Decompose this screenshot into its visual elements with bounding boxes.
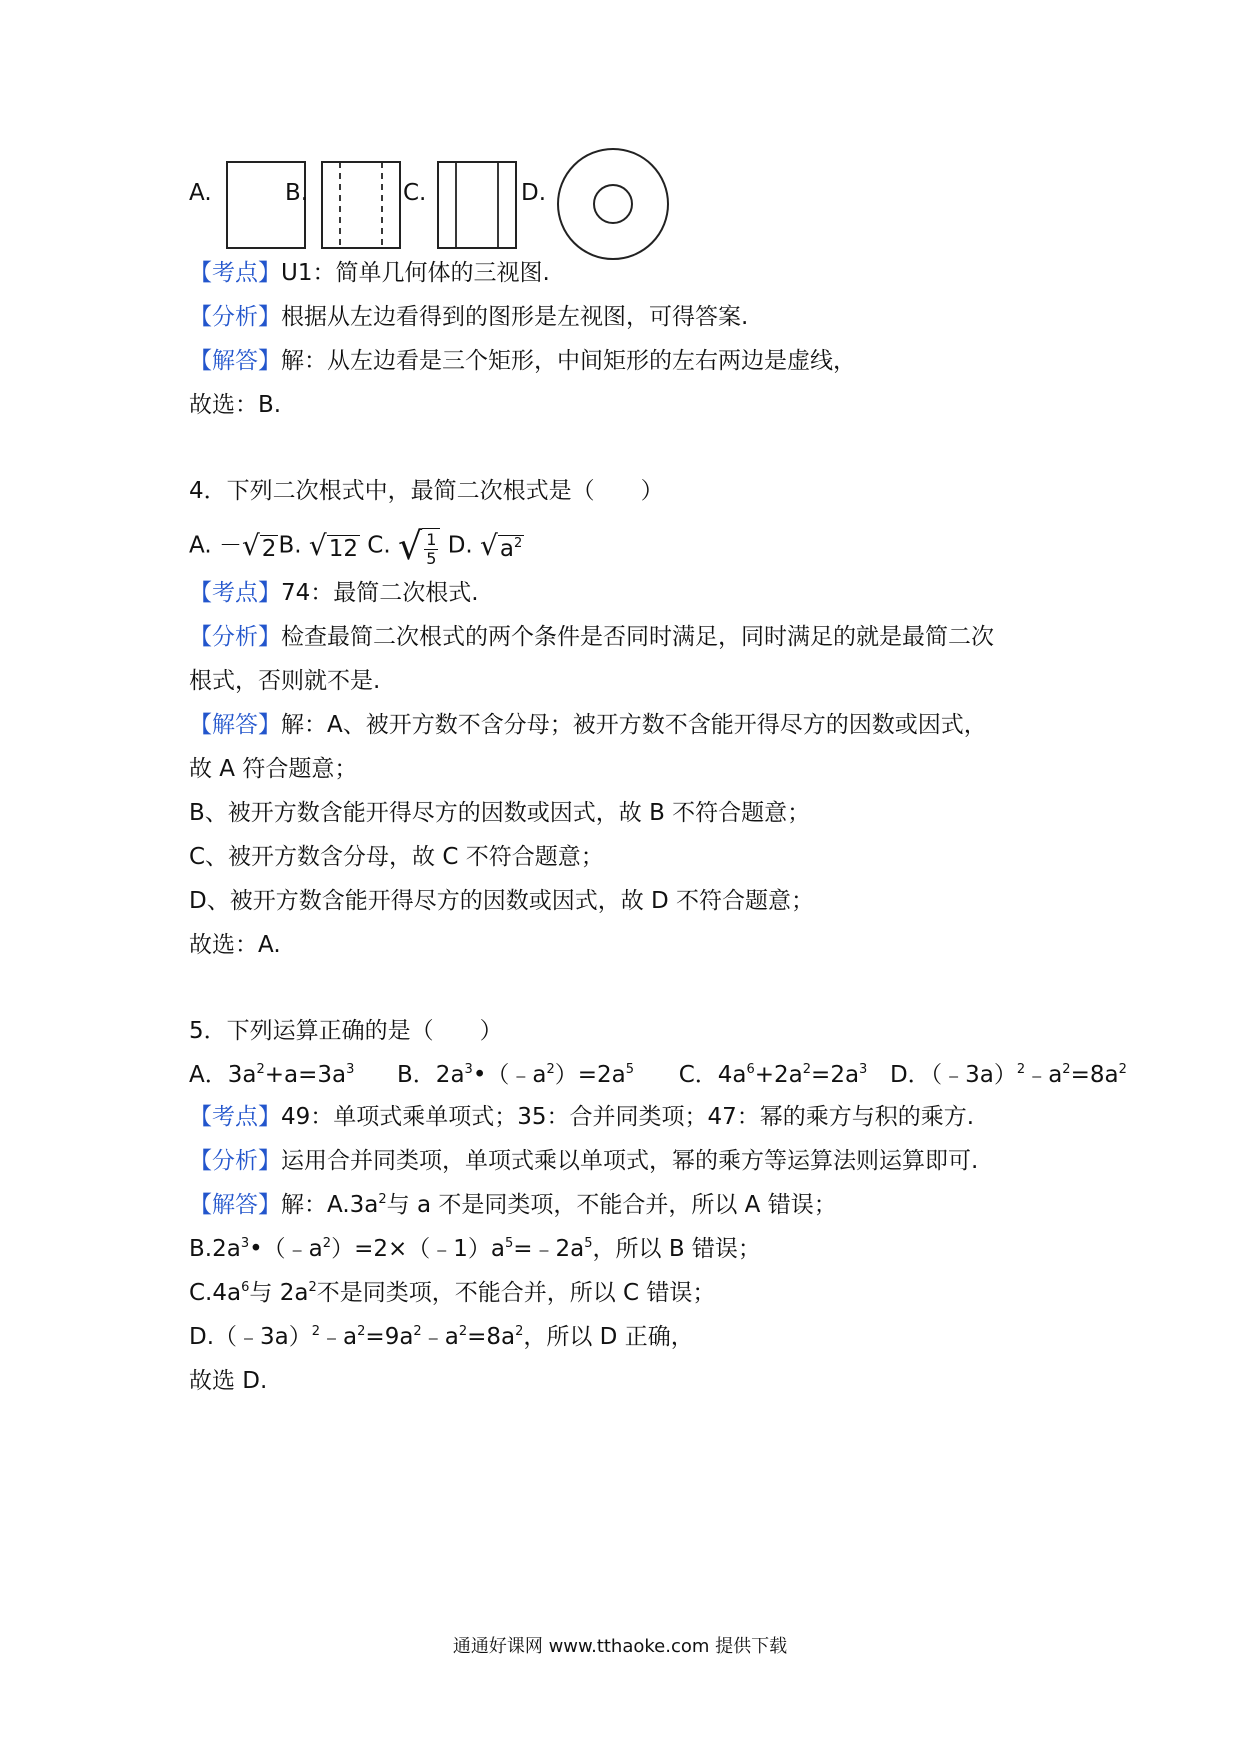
jieda-tag: 【解答】: [189, 348, 281, 374]
q5-kaodian: 【考点】49：单项式乘单项式；35：合并同类项；47：幂的乘方与积的乘方.: [189, 1104, 975, 1130]
footer-watermark: 通通好课网 www.tthaoke.com 提供下载: [452, 1636, 788, 1657]
kaodian-tag: 【考点】: [189, 260, 281, 286]
sqrt-12: √ 12: [308, 528, 358, 562]
q5-fenxi: 【分析】运用合并同类项，单项式乘以单项式，幂的乘方等运算法则运算即可.: [189, 1148, 979, 1174]
q3-option-b-label: B.: [285, 180, 309, 206]
q3-option-d-label: D.: [521, 180, 547, 206]
q4-jieda-1: 【解答】解：A、被开方数不含分母；被开方数不含能开得尽方的因数或因式，: [189, 712, 987, 738]
q4-choose: 故选：A.: [189, 932, 281, 958]
sqrt-a-squared: √ $a^2$: [480, 528, 523, 562]
q4-kaodian: 【考点】74：最简二次根式.: [189, 580, 479, 606]
q4-options: A. － √ 2 B. √ 12 C. √ $\frac{1}{5}$ D. √ $a^2$: [189, 524, 523, 568]
q5-options: [189, 1060, 1127, 1090]
q5-choose: 故选 D.: [189, 1368, 268, 1394]
sqrt-fraction: √ $\frac{1}{5}$: [398, 524, 440, 568]
q4-fenxi-2: 根式，否则就不是.: [189, 668, 381, 694]
q3-option-a-label: A.: [189, 180, 212, 206]
q5-jieda-3: $C.4a^6$与 $2a^2$不是同类项，不能合并，所以 C 错误；: [189, 1280, 716, 1306]
q4-jieda-2: 故 A 符合题意；: [189, 756, 358, 782]
q3-figure-c: [436, 160, 520, 252]
q5-option-a: A．$3a^2+a=3a^3$: [189, 1062, 355, 1088]
fenxi-tag: 【分析】: [189, 304, 281, 330]
q5-option-b: B．$2a^3•(﹣a^2)=2a^5$: [397, 1062, 635, 1088]
q4-jieda-5: D、被开方数含能开得尽方的因数或因式，故 D 不符合题意；: [189, 888, 815, 914]
q4-jieda-4: C、被开方数含分母，故 C 不符合题意；: [189, 844, 604, 870]
minus-sign: －: [218, 532, 242, 559]
sqrt-2: √ 2: [241, 528, 277, 562]
q4-fenxi-1: 【分析】检查最简二次根式的两个条件是否同时满足，同时满足的就是最简二次: [189, 624, 994, 650]
q4-jieda-3: B、被开方数含能开得尽方的因数或因式，故 B 不符合题意；: [189, 800, 811, 826]
q3-figure-b: [320, 160, 404, 252]
q3-jieda: 【解答】解：从左边看是三个矩形，中间矩形的左右两边是虚线，: [189, 348, 856, 374]
q3-fenxi: 【分析】根据从左边看得到的图形是左视图，可得答案.: [189, 304, 749, 330]
q5-stem: 5．下列运算正确的是（ ）: [189, 1018, 503, 1044]
q5-option-d: D．$(﹣3a)^2﹣a^2=8a^2$: [889, 1062, 1127, 1088]
q5-jieda-1: 【解答】解：$A.3a^2$与 a 不是同类项，不能合并，所以 A 错误；: [189, 1192, 837, 1218]
q3-option-c-label: C.: [403, 180, 427, 206]
q3-kaodian: 【考点】U1：简单几何体的三视图.: [189, 260, 550, 286]
q3-figure-d: [555, 146, 671, 262]
q3-choose: 故选：B.: [189, 392, 282, 418]
q4-stem: 4．下列二次根式中，最简二次根式是（ ）: [189, 478, 664, 504]
q5-option-c: C．$4a^6+2a^2=2a^3$: [678, 1062, 868, 1088]
q5-jieda-4: $D.(﹣3a)^2﹣a^2=9a^2﹣a^2=8a^2$，所以 D 正确，: [189, 1324, 694, 1350]
q5-jieda-2: $B.2a^3•(﹣a^2)=2\times(﹣1)a^5=﹣2a^5$，所以 B 错误；: [189, 1236, 761, 1262]
